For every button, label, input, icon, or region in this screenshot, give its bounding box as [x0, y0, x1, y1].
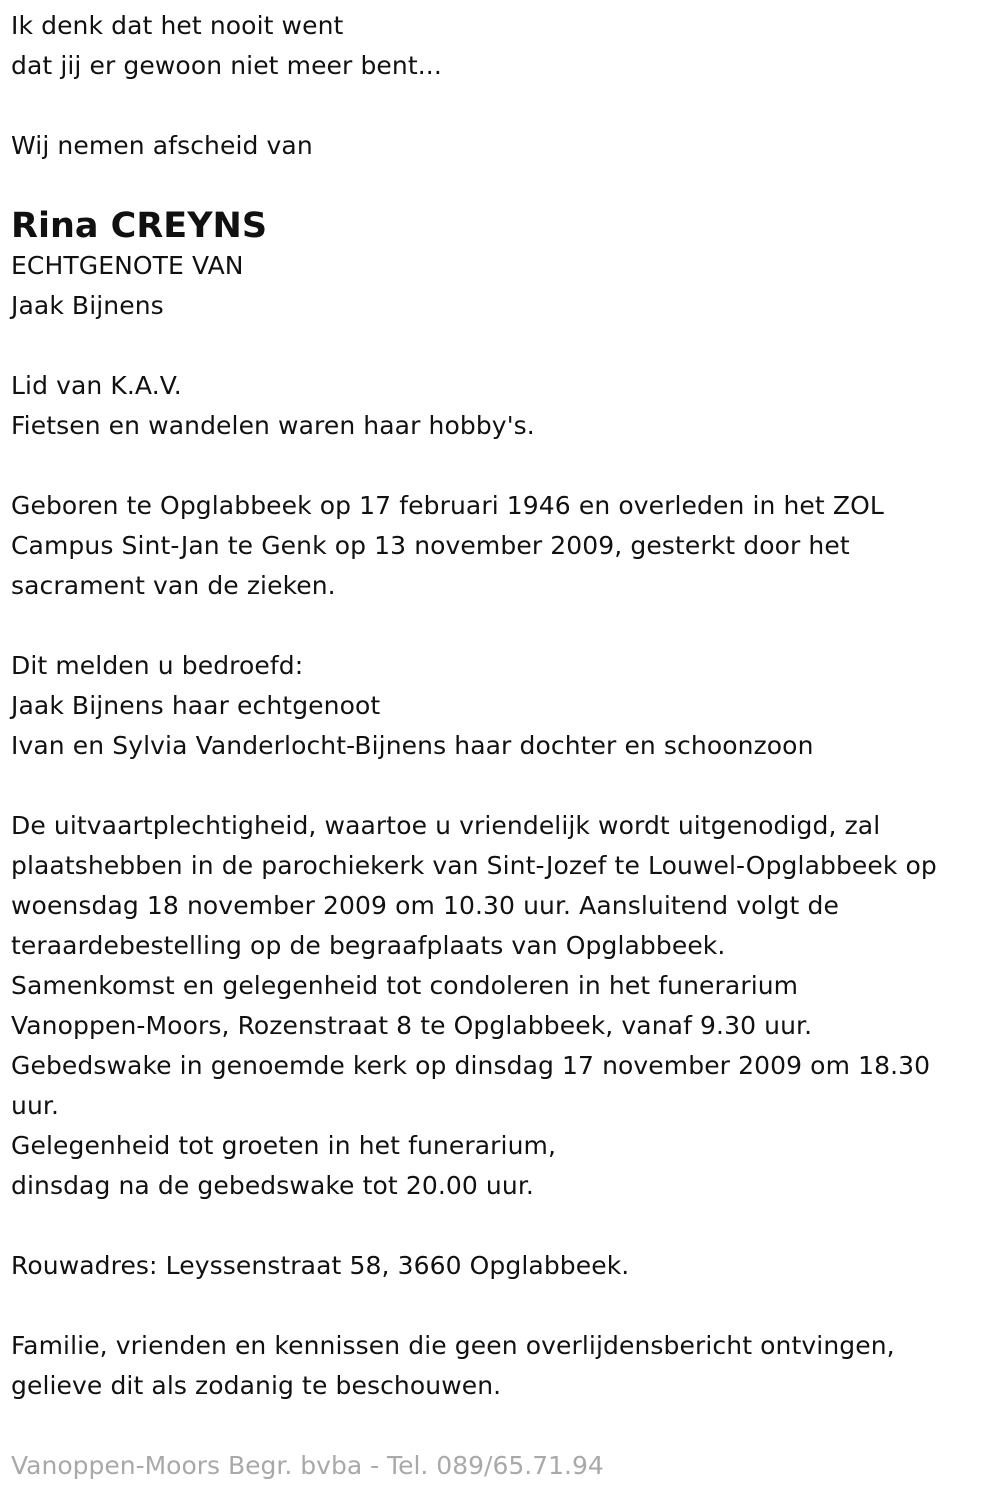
spacer [11, 166, 991, 206]
ceremony-line-6: Vanoppen-Moors, Rozenstraat 8 te Opglabbeek, vanaf 9.30 uur. [11, 1011, 813, 1040]
announcers-line-3: Ivan en Sylvia Vanderlocht-Bijnens haar dochter en schoonzoon [11, 731, 814, 760]
deceased-name: Rina CREYNS [11, 206, 268, 246]
spacer [11, 606, 991, 646]
birth-death-line-2: Campus Sint-Jan te Genk op 13 november 2009, gesterkt door het [11, 531, 850, 560]
spacer [11, 1406, 991, 1446]
spacer [11, 446, 991, 486]
opening-verse-line-1: Ik denk dat het nooit went [11, 11, 344, 40]
mourning-address: Rouwadres: Leyssenstraat 58, 3660 Opglabbeek. [11, 1251, 630, 1280]
announcers-line-2: Jaak Bijnens haar echtgenoot [11, 691, 381, 720]
funeral-home-footer: Vanoppen-Moors Begr. bvba - Tel. 089/65.71.94 [11, 1451, 604, 1480]
about-line-2: Fietsen en wandelen waren haar hobby's. [11, 411, 535, 440]
spacer [11, 1206, 991, 1246]
ceremony-line-8: uur. [11, 1091, 60, 1120]
spacer [11, 86, 991, 126]
ceremony-line-7: Gebedswake in genoemde kerk op dinsdag 17 november 2009 om 18.30 [11, 1051, 931, 1080]
spacer [11, 766, 991, 806]
spacer [11, 1286, 991, 1326]
closing-line-2: gelieve dit als zodanig te beschouwen. [11, 1371, 502, 1400]
deceased-spouse: Jaak Bijnens [11, 291, 164, 320]
ceremony-line-2: plaatshebben in de parochiekerk van Sint-Jozef te Louwel-Opglabbeek op [11, 851, 937, 880]
intro-text: Wij nemen afscheid van [11, 131, 313, 160]
ceremony-line-1: De uitvaartplechtigheid, waartoe u vriendelijk wordt uitgenodigd, zal [11, 811, 881, 840]
ceremony-line-9: Gelegenheid tot groeten in het funerarium, [11, 1131, 557, 1160]
announcers-line-1: Dit melden u bedroefd: [11, 651, 304, 680]
ceremony-line-4: teraardebestelling op de begraafplaats van Opglabbeek. [11, 931, 726, 960]
closing-line-1: Familie, vrienden en kennissen die geen overlijdensbericht ontvingen, [11, 1331, 895, 1360]
birth-death-line-3: sacrament van de zieken. [11, 571, 336, 600]
spacer [11, 326, 991, 366]
opening-verse-line-2: dat jij er gewoon niet meer bent... [11, 51, 442, 80]
deceased-relation: ECHTGENOTE VAN [11, 251, 244, 280]
about-line-1: Lid van K.A.V. [11, 371, 182, 400]
ceremony-line-10: dinsdag na de gebedswake tot 20.00 uur. [11, 1171, 534, 1200]
death-notice [11, 6, 991, 1486]
ceremony-line-5: Samenkomst en gelegenheid tot condoleren in het funerarium [11, 971, 799, 1000]
birth-death-line-1: Geboren te Opglabbeek op 17 februari 1946 en overleden in het ZOL [11, 491, 884, 520]
ceremony-line-3: woensdag 18 november 2009 om 10.30 uur. Aansluitend volgt de [11, 891, 839, 920]
